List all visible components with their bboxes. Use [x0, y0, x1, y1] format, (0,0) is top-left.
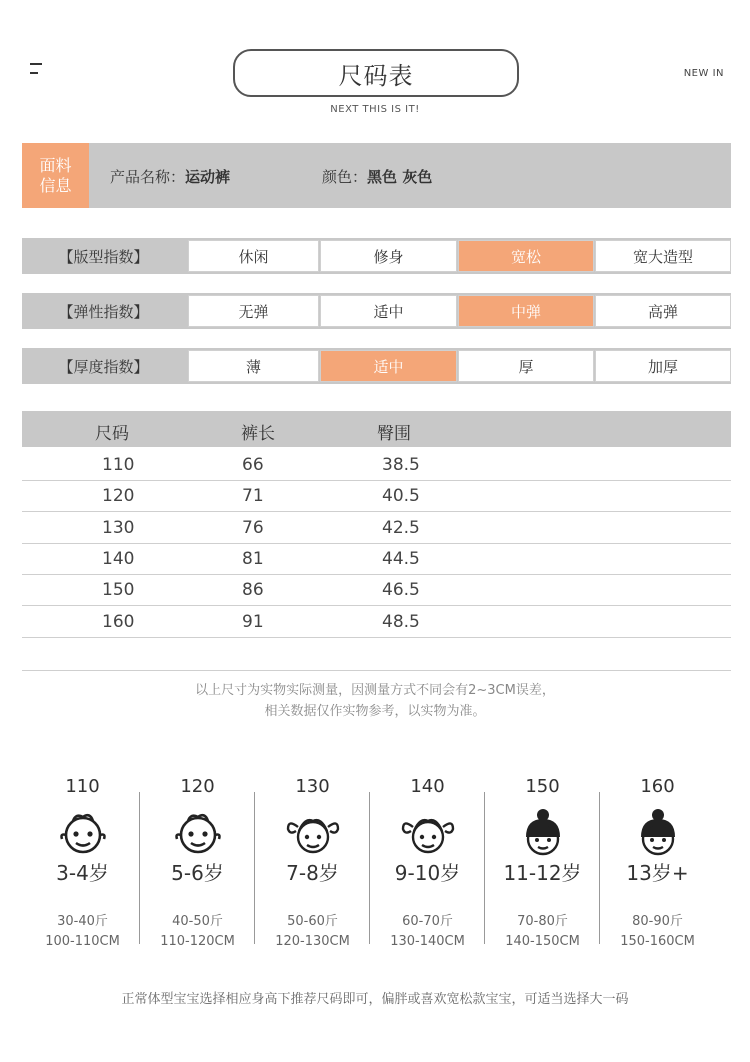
table-cell: 66 — [242, 455, 264, 475]
fabric-tag: 面料信息 — [22, 143, 89, 208]
index-option: 高弹 — [595, 295, 731, 327]
table-cell: 160 — [102, 611, 135, 632]
age-card — [600, 770, 715, 952]
age-card-age: 3-4岁 — [56, 861, 109, 885]
index-option: 中弹 — [458, 295, 594, 327]
index-option: 厚 — [458, 350, 594, 382]
index-option: 无弹 — [188, 295, 319, 327]
age-card — [255, 770, 370, 952]
age-card — [370, 770, 485, 952]
table-cell: 46.5 — [382, 580, 420, 601]
age-card-height: 140-150CM — [505, 934, 580, 949]
age-card-size: 120 — [180, 776, 215, 797]
age-card-height: 130-140CM — [390, 934, 465, 949]
age-card — [140, 770, 255, 952]
column-divider — [254, 792, 255, 944]
age-card-height: 110-120CM — [160, 934, 235, 949]
age-card-size: 160 — [640, 776, 675, 797]
index-row — [22, 348, 731, 384]
table-row — [22, 481, 731, 512]
table-cell: 120 — [102, 486, 135, 507]
table-cell: 48.5 — [382, 611, 420, 632]
girl-bun-face-icon — [630, 807, 686, 857]
age-card — [485, 770, 600, 952]
index-option: 休闲 — [188, 240, 319, 272]
age-card-size: 140 — [410, 776, 445, 797]
table-cell: 150 — [102, 580, 135, 601]
col-length: 裤长 — [241, 424, 275, 444]
table-row — [22, 607, 731, 638]
page-title: 尺码表 — [233, 49, 519, 97]
age-card-height: 120-130CM — [275, 934, 350, 949]
girl-pigtails-face-icon — [400, 807, 456, 857]
table-cell: 38.5 — [382, 455, 420, 475]
menu-icon — [30, 63, 42, 81]
table-cell: 130 — [102, 517, 135, 538]
table-row — [22, 513, 731, 544]
age-card-weight: 30-40斤 — [57, 914, 108, 929]
age-card-age: 11-12岁 — [503, 861, 582, 885]
index-option: 宽松 — [458, 240, 594, 272]
index-option: 适中 — [320, 350, 457, 382]
index-row — [22, 293, 731, 329]
table-cell: 42.5 — [382, 517, 420, 538]
column-divider — [484, 792, 485, 944]
index-option: 修身 — [320, 240, 457, 272]
age-card-age: 13岁+ — [626, 861, 689, 885]
index-label: 【厚度指数】 — [58, 357, 149, 376]
fabric-info-bar — [22, 143, 731, 208]
table-cell: 140 — [102, 548, 135, 569]
table-cell: 81 — [242, 548, 264, 569]
age-card-height: 150-160CM — [620, 934, 695, 949]
age-card-age: 5-6岁 — [171, 861, 224, 885]
index-label: 【版型指数】 — [58, 247, 149, 266]
age-card-age: 9-10岁 — [394, 861, 461, 885]
page-subtitle: NEXT THIS IS IT! — [330, 104, 420, 115]
column-divider — [599, 792, 600, 944]
age-card-size: 150 — [525, 776, 560, 797]
size-table-header — [22, 411, 731, 447]
table-row — [22, 575, 731, 606]
column-divider — [139, 792, 140, 944]
measurement-note: 以上尺寸为实物实际测量，因测量方式不同会有2~3CM误差， 相关数据仅作实物参考，以实物为准。 — [195, 683, 555, 719]
age-card-weight: 60-70斤 — [402, 914, 453, 929]
table-divider — [22, 670, 731, 671]
girl-bun-face-icon — [515, 807, 571, 857]
column-divider — [369, 792, 370, 944]
table-cell: 86 — [242, 580, 264, 601]
table-row — [22, 450, 731, 481]
index-label: 【弹性指数】 — [58, 302, 149, 321]
age-card-weight: 50-60斤 — [287, 914, 338, 929]
table-cell: 110 — [102, 455, 135, 475]
age-card-age: 7-8岁 — [286, 861, 339, 885]
age-card-size: 110 — [65, 776, 100, 797]
index-option: 薄 — [188, 350, 319, 382]
index-option: 适中 — [320, 295, 457, 327]
table-cell: 91 — [242, 611, 264, 632]
baby-face-icon — [55, 807, 111, 857]
product-name: 产品名称：运动裤 — [110, 168, 231, 186]
footer-note: 正常体型宝宝选择相应身高下推荐尺码即可，偏胖或喜欢宽松款宝宝，可适当选择大一码 — [121, 992, 629, 1007]
age-card-weight: 70-80斤 — [517, 914, 568, 929]
product-color: 颜色：黑色 灰色 — [322, 168, 433, 186]
age-card — [25, 770, 140, 952]
index-row — [22, 238, 731, 274]
col-size: 尺码 — [95, 424, 129, 444]
table-row — [22, 544, 731, 575]
table-cell: 71 — [242, 486, 264, 507]
index-option: 加厚 — [595, 350, 731, 382]
girl-pigtails-face-icon — [285, 807, 341, 857]
baby-face-icon — [170, 807, 226, 857]
col-hip: 臀围 — [377, 424, 411, 444]
new-in-label: NEW IN — [683, 68, 724, 79]
age-card-height: 100-110CM — [45, 934, 120, 949]
index-option: 宽大造型 — [595, 240, 731, 272]
age-card-weight: 80-90斤 — [632, 914, 683, 929]
age-card-size: 130 — [295, 776, 330, 797]
table-cell: 40.5 — [382, 486, 420, 507]
table-cell: 44.5 — [382, 548, 420, 569]
table-cell: 76 — [242, 517, 264, 538]
age-card-weight: 40-50斤 — [172, 914, 223, 929]
